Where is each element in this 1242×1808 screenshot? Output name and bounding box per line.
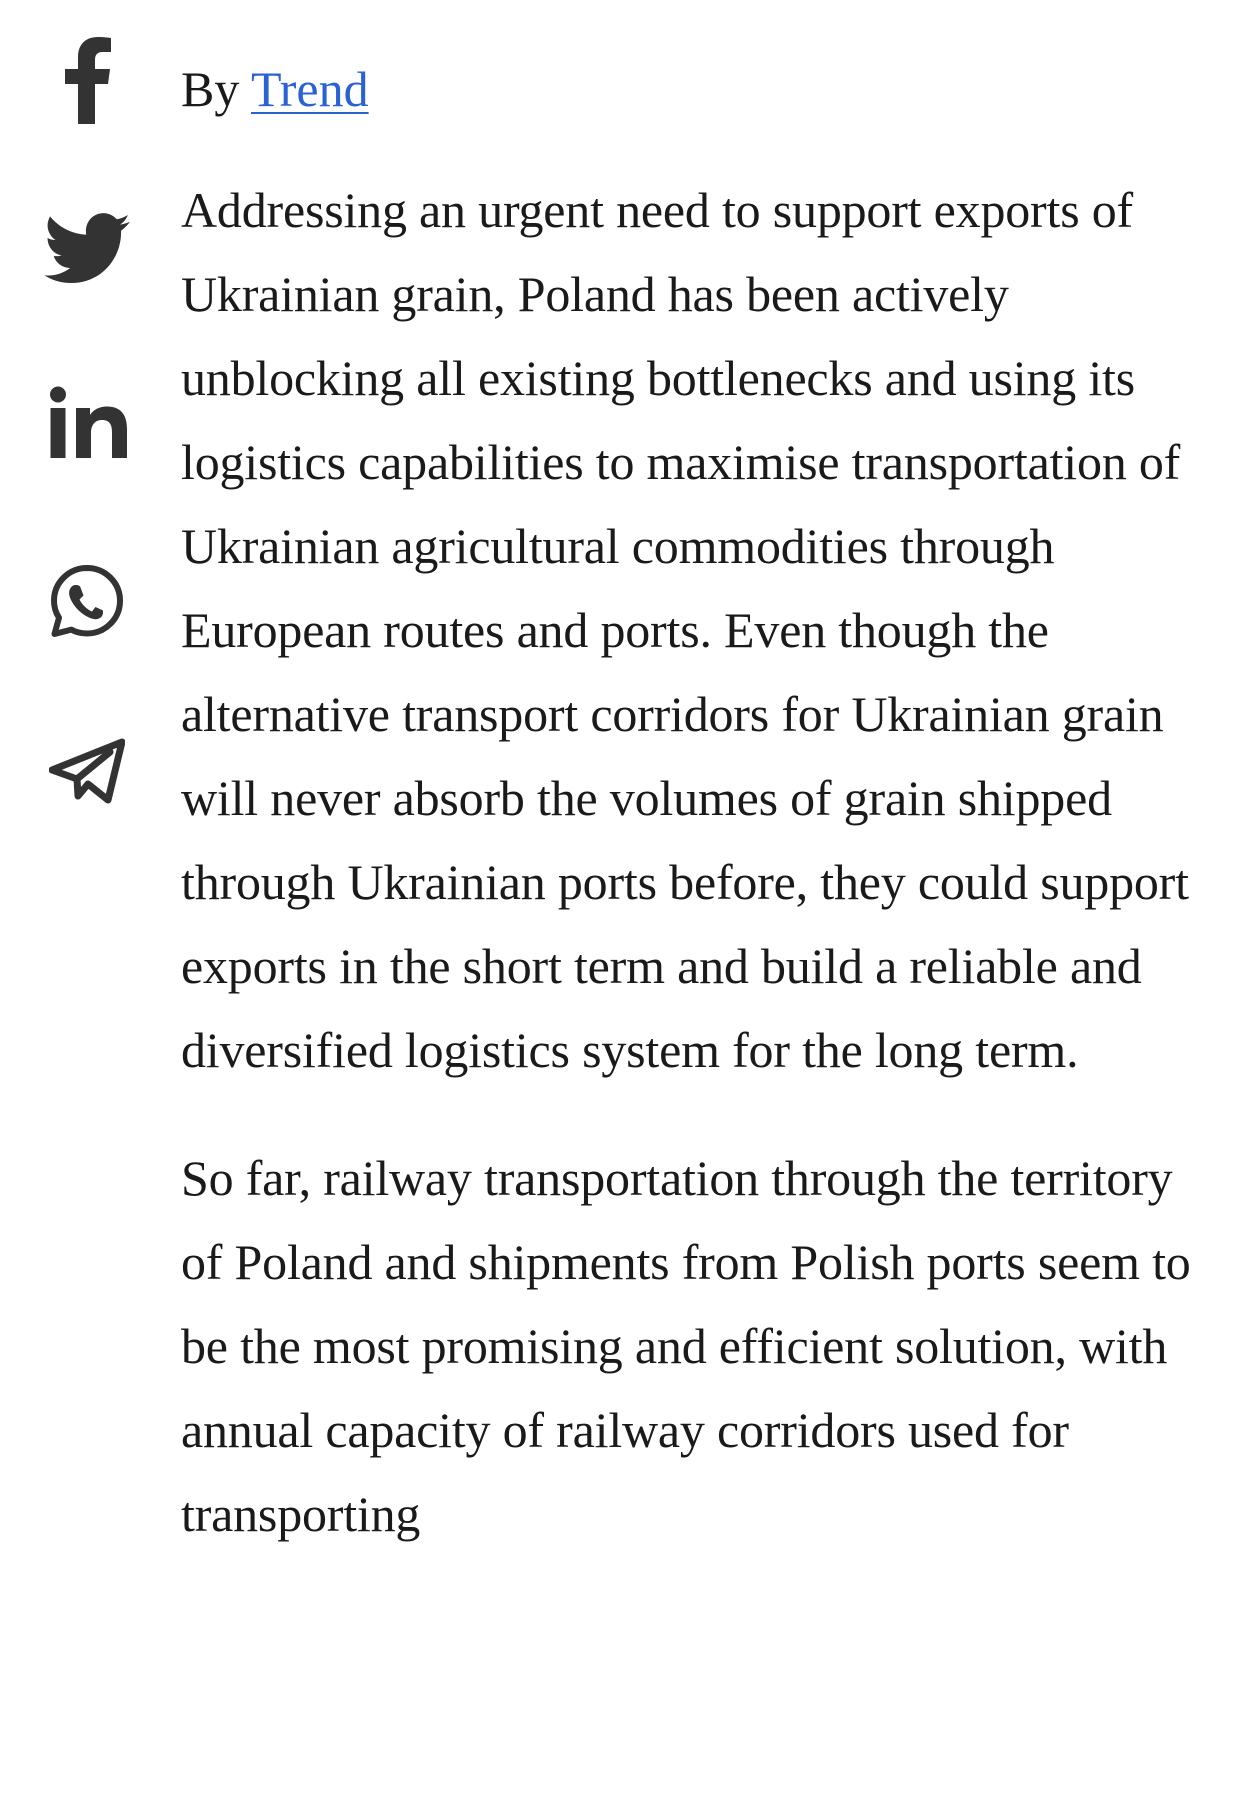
article-body [181, 52, 1201, 1600]
twitter-icon[interactable] [44, 212, 130, 286]
share-rail [0, 0, 175, 900]
linkedin-icon[interactable] [48, 386, 128, 460]
facebook-icon[interactable] [62, 34, 112, 124]
whatsapp-icon[interactable] [49, 563, 125, 639]
article-paragraph: So far, railway transportation through the territory of Poland and shipments from Polish ports seem to be the most promising and efficient solution, with annual capacity of railway corridors used for transporting [181, 1150, 1191, 1542]
author-link[interactable]: Trend [250, 61, 369, 117]
article-paragraph: Addressing an urgent need to support exports of Ukrainian grain, Poland has been actively unblocking all existing bottlenecks and using its logistics capabilities to maximise transportation of Ukrainian agricultural commodities through European routes and ports. Even though the alternative transport corridors for Ukrainian grain will never absorb the volumes of grain shipped through Ukrainian ports before, they could support exports in the short term and build a reliable and diversified logistics system for the long term. [181, 182, 1189, 1078]
telegram-icon[interactable] [49, 738, 125, 804]
byline-prefix: By [181, 61, 240, 117]
byline [181, 52, 1201, 126]
